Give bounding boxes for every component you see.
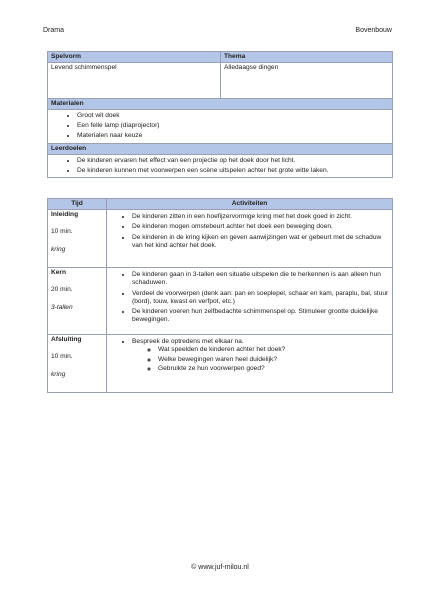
col-header-activities: Activiteiten bbox=[107, 199, 393, 210]
phase-duration: 20 min. bbox=[51, 286, 73, 294]
spelvorm-label: Spelvorm bbox=[48, 52, 221, 63]
phase-cell bbox=[48, 335, 107, 393]
phase-grouping: 3-tallen bbox=[51, 303, 73, 311]
spelvorm-value: Levend schimmenspel bbox=[48, 63, 221, 99]
list-item: • De kinderen voeren hun zelfbedachte schimmenspel op. Stimuleer grootte duidelijke bewegingen. bbox=[132, 308, 389, 324]
phase-name: Afsluiting bbox=[51, 336, 82, 344]
list-item: • De kinderen in de kring kijken en geven aanwijzingen wat er gebeurt met de schaduw van het kind achter het doek. bbox=[132, 234, 389, 250]
header-subject: Drama bbox=[43, 27, 65, 34]
materialen-label: Materialen bbox=[48, 99, 393, 110]
list-item: • De kinderen gaan in 3-tallen een situatie uitspelen die te herkennen is aan alleen hun schaduwen. bbox=[132, 271, 389, 287]
phase-duration: 10 min. bbox=[51, 353, 73, 361]
list-item: • De kinderen ervaren het effect van een projectie op het doek door het licht. bbox=[77, 157, 389, 165]
list-item: • Groot wit doek bbox=[77, 112, 389, 120]
list-item: • De kinderen mogen omstebeurt achter het doek een beweging doen. bbox=[132, 223, 389, 231]
sub-list bbox=[132, 346, 389, 373]
phase-cell bbox=[48, 268, 107, 335]
footer-copyright: © www.juf-milou.nl bbox=[191, 564, 249, 571]
list-item: • Een felle lamp (diaprojector) bbox=[77, 122, 389, 130]
activity-list bbox=[110, 213, 389, 250]
col-header-time: Tijd bbox=[48, 199, 107, 210]
materialen-cell bbox=[48, 110, 393, 143]
leerdoelen-list bbox=[51, 157, 389, 175]
sub-list-item: ◦ Welke bewegingen waren heel duidelijk? bbox=[158, 356, 389, 364]
thema-value: Alledaagse dingen bbox=[221, 63, 393, 99]
table-row bbox=[48, 335, 393, 393]
list-item bbox=[132, 338, 389, 373]
phase-grouping: kring bbox=[51, 370, 66, 378]
list-item: • Verdeel de voorwerpen (denk aan: pan en soeplepel, schaar en kam, paraplu, bal, stuur (bord), touw, kwast en verfpot, etc.) bbox=[132, 290, 389, 306]
phase-name: Kern bbox=[51, 269, 67, 277]
sub-list-item: ◦ Gebruikte ze hun voorwerpen goed? bbox=[158, 365, 389, 373]
leerdoelen-label: Leerdoelen bbox=[48, 143, 393, 154]
activity-cell bbox=[107, 210, 393, 268]
table-row bbox=[48, 268, 393, 335]
overview-table bbox=[47, 51, 393, 178]
header-level: Bovenbouw bbox=[355, 27, 392, 34]
activity-list bbox=[110, 338, 389, 373]
list-item: • De kinderen kunnen met voorwerpen een scène uitspelen achter het grote witte laken. bbox=[77, 167, 389, 175]
phase-grouping: kring bbox=[51, 245, 66, 253]
activity-cell bbox=[107, 335, 393, 393]
activity-cell bbox=[107, 268, 393, 335]
activities-table bbox=[47, 198, 393, 393]
sub-list-item: ◦ Wat speelden de kinderen achter het doek? bbox=[158, 346, 389, 354]
leerdoelen-cell bbox=[48, 154, 393, 177]
thema-label: Thema bbox=[221, 52, 393, 63]
list-item-text: Bespreek de optredens met elkaar na. bbox=[132, 338, 244, 346]
phase-duration: 10 min. bbox=[51, 228, 73, 236]
list-item: • Materialen naar keuze bbox=[77, 132, 389, 140]
activity-list bbox=[110, 271, 389, 324]
phase-cell bbox=[48, 210, 107, 268]
list-item: • De kinderen zitten in een hoefijzervormige kring met het doek goed in zicht. bbox=[132, 213, 389, 221]
table-row bbox=[48, 210, 393, 268]
materialen-list bbox=[51, 112, 389, 140]
phase-name: Inleiding bbox=[51, 211, 79, 219]
